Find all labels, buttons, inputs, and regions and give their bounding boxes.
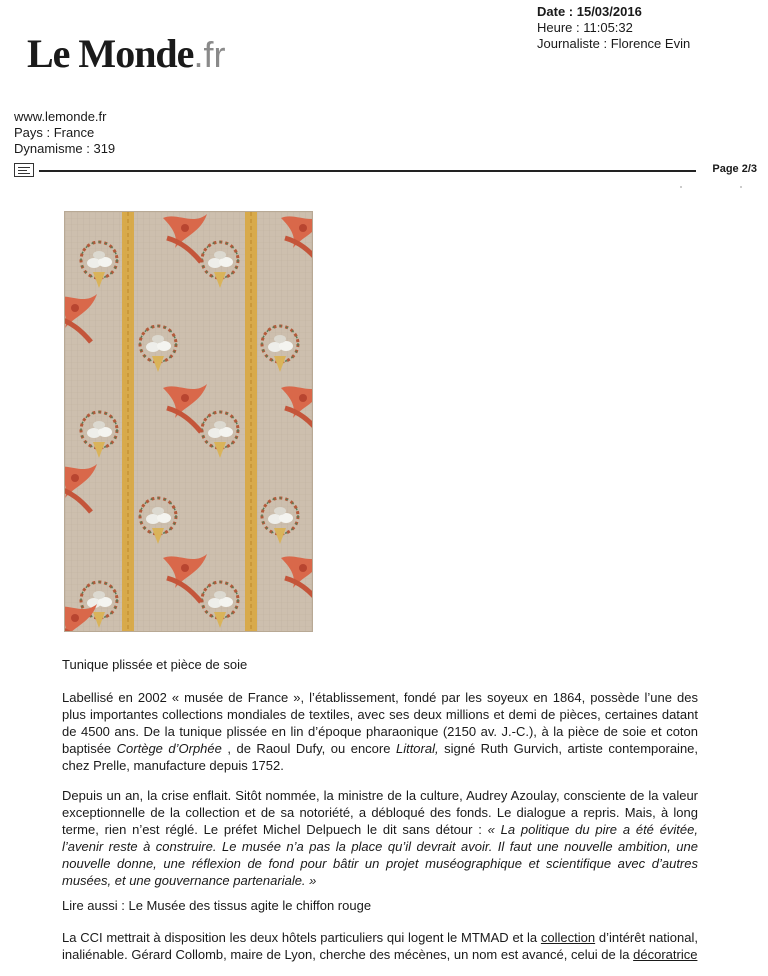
divider-tick	[680, 186, 682, 188]
paragraph-1-text-a: Labellisé en 2002 « musée de France », l’établissement, fondé par les soyeux en 1864, possède l’une des plus importantes collections mondiales de textiles, avec ses deux millions et demi de pièces, certaines datant de 4500 ans. De la tunique plissée en lin d’époque pharaonique (2150 av. J.-C.), à la pièce de soie et coton baptisée	[62, 690, 698, 756]
prefect-quote: « La politique du pire a été évitée, l’avenir reste à construire. Le musée n’a pas la place qu’il devrait avoir. Il faut une nouvelle ambition, une nouvelle donne, une réflexion de fond pour bâtir un projet muséographique et scientifique avec d’autres musées, et une gouvernance partenariale. »	[62, 822, 698, 888]
divider-line	[39, 170, 696, 172]
artwork-title-cortege: Cortège d’Orphée	[116, 741, 222, 756]
page-number: Page 2/3	[712, 163, 757, 175]
article-date: Date : 15/03/2016	[537, 4, 642, 19]
page-rule	[14, 162, 759, 182]
decoratrice-link[interactable]: décoratrice	[633, 947, 698, 962]
article-time: Heure : 11:05:32	[537, 20, 633, 35]
source-site: www.lemonde.fr	[14, 109, 107, 124]
source-meta	[14, 109, 115, 157]
source-dynamism: Dynamisme : 319	[14, 141, 116, 156]
logo-suffix: .fr	[193, 34, 226, 75]
document-icon	[14, 163, 34, 177]
article-journalist: Journaliste : Florence Evin	[537, 36, 691, 51]
paragraph-3-text-b: d’intérêt national, inaliénable. Gérard Collomb, maire de Lyon, cherche des mécènes, un nom est avancé, celui de la	[62, 930, 699, 962]
article-meta	[537, 4, 690, 52]
artwork-title-littoral: Littoral,	[395, 741, 439, 756]
paragraph-1-text-b: , de Raoul Dufy, ou encore	[221, 741, 396, 756]
fabric-pattern	[65, 212, 312, 631]
image-caption: Tunique plissée et pièce de soie	[62, 657, 248, 672]
fabric-image	[64, 211, 313, 632]
paragraph-3	[62, 929, 698, 963]
read-also-link[interactable]: Lire aussi : Le Musée des tissus agite le chiffon rouge	[62, 898, 372, 913]
paragraph-1	[62, 689, 698, 774]
divider-tick	[740, 186, 742, 188]
paragraph-3-text-a: La CCI mettrait à disposition les deux hôtels particuliers qui logent le MTMAD et la	[62, 930, 541, 945]
logo-text: Le Monde	[27, 31, 194, 76]
source-country: Pays : France	[14, 125, 95, 140]
paragraph-2	[62, 787, 698, 889]
collection-link[interactable]: collection	[540, 930, 596, 945]
paragraph-2-text: Depuis un an, la crise enflait. Sitôt nommée, la ministre de la culture, Audrey Azoulay, consciente de la valeur exceptionnelle de la collection et de sa notoriété, a débloqué des fonds. Le dialogue a repris. Mais, à long terme, rien n’est réglé. Le préfet Michel Delpuech le dit sans détour :	[62, 788, 698, 837]
paragraph-1-text-c: signé Ruth Gurvich, artiste contemporaine, chez Prelle, manufacture depuis 1752.	[62, 741, 699, 773]
le-monde-logo	[27, 31, 226, 76]
